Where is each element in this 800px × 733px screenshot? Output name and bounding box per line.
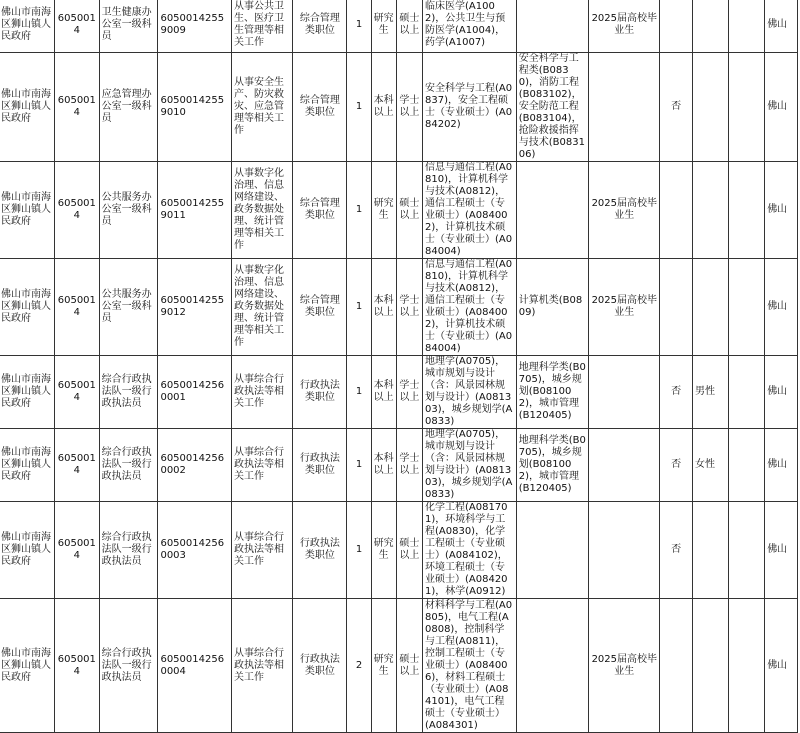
education-cell: 本科以上 — [371, 429, 396, 502]
restriction-cell: 否 — [660, 429, 693, 502]
graduate-2025-cell — [589, 356, 660, 429]
headcount-cell: 1 — [347, 53, 371, 162]
unit-cell: 佛山市南海区狮山镇人民政府 — [0, 259, 55, 356]
position-code-cell: 60500142560003 — [158, 502, 232, 599]
category-cell: 综合管理类职位 — [293, 259, 347, 356]
unit-code-cell: 6050014 — [55, 429, 100, 502]
category-cell: 综合管理类职位 — [293, 53, 347, 162]
undergrad-major-cell: 地理科学类(B0705)，城乡规划(B081002)，城市管理(B120405) — [516, 429, 589, 502]
restriction-cell — [660, 599, 693, 733]
duty-cell: 从事安全生产、防灾救灾、应急管理等相关工作 — [231, 53, 292, 162]
table-row — [0, 356, 798, 429]
graduate-major-cell: 地理学(A0705)，城市规划与设计（含：风景园林规划与设计）(A081303)，城乡规划学(A0833) — [422, 429, 516, 502]
dept-cell: 综合行政执法队一级行政执法员 — [99, 356, 158, 429]
unit-cell: 佛山市南海区狮山镇人民政府 — [0, 162, 55, 259]
gender-cell — [692, 599, 728, 733]
unit-cell: 佛山市南海区狮山镇人民政府 — [0, 502, 55, 599]
table-row — [0, 259, 798, 356]
graduate-2025-cell: 2025届高校毕业生 — [589, 599, 660, 733]
restriction-cell: 否 — [660, 356, 693, 429]
graduate-2025-cell — [589, 429, 660, 502]
city-cell: 佛山 — [765, 502, 798, 599]
education-cell: 研究生 — [371, 599, 396, 733]
graduate-2025-cell: 2025届高校毕业生 — [589, 0, 660, 53]
undergrad-major-cell — [516, 162, 589, 259]
degree-cell: 学士以上 — [396, 429, 422, 502]
dept-cell: 综合行政执法队一级行政执法员 — [99, 429, 158, 502]
education-cell: 本科以上 — [371, 53, 396, 162]
city-cell: 佛山 — [765, 356, 798, 429]
duty-cell: 从事综合行政执法等相关工作 — [231, 356, 292, 429]
undergrad-major-cell — [516, 599, 589, 733]
undergrad-major-cell: 安全科学与工程类(B0830)，消防工程(B083102)，安全防范工程(B083104)，抢险救援指挥与技术(B083106) — [516, 53, 589, 162]
unit-cell: 佛山市南海区狮山镇人民政府 — [0, 429, 55, 502]
other-cell — [729, 502, 765, 599]
headcount-cell: 1 — [347, 0, 371, 53]
restriction-cell — [660, 259, 693, 356]
gender-cell — [692, 259, 728, 356]
dept-cell: 公共服务办公室一级科员 — [99, 259, 158, 356]
unit-code-cell: 6050014 — [55, 0, 100, 53]
gender-cell — [692, 502, 728, 599]
other-cell — [729, 599, 765, 733]
table-row — [0, 162, 798, 259]
graduate-major-cell: 信息与通信工程(A0810)，计算机科学与技术(A0812)，通信工程硕士（专业硕士）(A084002)，计算机技术硕士（专业硕士）(A084004) — [422, 259, 516, 356]
dept-cell: 应急管理办公室一级科员 — [99, 53, 158, 162]
graduate-2025-cell: 2025届高校毕业生 — [589, 259, 660, 356]
dept-cell: 公共服务办公室一级科员 — [99, 162, 158, 259]
category-cell: 行政执法类职位 — [293, 599, 347, 733]
headcount-cell: 1 — [347, 502, 371, 599]
graduate-major-cell: 地理学(A0705)，城市规划与设计（含：风景园林规划与设计）(A081303)，城乡规划学(A0833) — [422, 356, 516, 429]
unit-cell: 佛山市南海区狮山镇人民政府 — [0, 53, 55, 162]
headcount-cell: 1 — [347, 429, 371, 502]
unit-cell: 佛山市南海区狮山镇人民政府 — [0, 0, 55, 53]
duty-cell: 从事数字化治理、信息网络建设、政务数据处理、统计管理等相关工作 — [231, 162, 292, 259]
unit-code-cell: 6050014 — [55, 502, 100, 599]
table-row — [0, 0, 798, 53]
duty-cell: 从事公共卫生、医疗卫生管理等相关工作 — [231, 0, 292, 53]
graduate-2025-cell: 2025届高校毕业生 — [589, 162, 660, 259]
headcount-cell: 1 — [347, 162, 371, 259]
undergrad-major-cell — [516, 502, 589, 599]
degree-cell: 学士以上 — [396, 356, 422, 429]
other-cell — [729, 53, 765, 162]
graduate-2025-cell — [589, 53, 660, 162]
unit-code-cell: 6050014 — [55, 356, 100, 429]
other-cell — [729, 356, 765, 429]
table-row — [0, 53, 798, 162]
gender-cell — [692, 162, 728, 259]
unit-cell: 佛山市南海区狮山镇人民政府 — [0, 356, 55, 429]
position-code-cell: 60500142559012 — [158, 259, 232, 356]
education-cell: 本科以上 — [371, 356, 396, 429]
position-code-cell: 60500142559010 — [158, 53, 232, 162]
other-cell — [729, 162, 765, 259]
graduate-major-cell: 化学工程(A081701)，环境科学与工程(A0830)，化学工程硕士（专业硕士）(A084102)，环境工程硕士（专业硕士）(A084201)，林学(A0912) — [422, 502, 516, 599]
other-cell — [729, 429, 765, 502]
duty-cell: 从事综合行政执法等相关工作 — [231, 502, 292, 599]
unit-code-cell: 6050014 — [55, 599, 100, 733]
duty-cell: 从事综合行政执法等相关工作 — [231, 599, 292, 733]
degree-cell: 硕士以上 — [396, 502, 422, 599]
restriction-cell: 否 — [660, 53, 693, 162]
dept-cell: 卫生健康办公室一级科员 — [99, 0, 158, 53]
graduate-major-cell: 临床医学(A1002)，公共卫生与预防医学(A1004)，药学(A1007) — [422, 0, 516, 53]
undergrad-major-cell: 地理科学类(B0705)，城乡规划(B081002)，城市管理(B120405) — [516, 356, 589, 429]
unit-code-cell: 6050014 — [55, 53, 100, 162]
gender-cell — [692, 0, 728, 53]
restriction-cell — [660, 162, 693, 259]
table-row — [0, 599, 798, 733]
category-cell: 行政执法类职位 — [293, 356, 347, 429]
duty-cell: 从事数字化治理、信息网络建设、政务数据处理、统计管理等相关工作 — [231, 259, 292, 356]
duty-cell: 从事综合行政执法等相关工作 — [231, 429, 292, 502]
unit-cell: 佛山市南海区狮山镇人民政府 — [0, 599, 55, 733]
degree-cell: 学士以上 — [396, 259, 422, 356]
dept-cell: 综合行政执法队一级行政执法员 — [99, 599, 158, 733]
category-cell: 综合管理类职位 — [293, 0, 347, 53]
table-row — [0, 429, 798, 502]
undergrad-major-cell — [516, 0, 589, 53]
table-row — [0, 502, 798, 599]
education-cell: 研究生 — [371, 0, 396, 53]
headcount-cell: 1 — [347, 259, 371, 356]
degree-cell: 学士以上 — [396, 53, 422, 162]
restriction-cell: 否 — [660, 502, 693, 599]
graduate-2025-cell — [589, 502, 660, 599]
degree-cell: 硕士以上 — [396, 599, 422, 733]
headcount-cell: 1 — [347, 356, 371, 429]
unit-code-cell: 6050014 — [55, 162, 100, 259]
category-cell: 行政执法类职位 — [293, 502, 347, 599]
city-cell: 佛山 — [765, 259, 798, 356]
city-cell: 佛山 — [765, 599, 798, 733]
other-cell — [729, 259, 765, 356]
category-cell: 综合管理类职位 — [293, 162, 347, 259]
degree-cell: 硕士以上 — [396, 162, 422, 259]
headcount-cell: 2 — [347, 599, 371, 733]
gender-cell: 男性 — [692, 356, 728, 429]
position-code-cell: 60500142560004 — [158, 599, 232, 733]
education-cell: 本科以上 — [371, 259, 396, 356]
category-cell: 行政执法类职位 — [293, 429, 347, 502]
city-cell: 佛山 — [765, 162, 798, 259]
gender-cell — [692, 53, 728, 162]
graduate-major-cell: 安全科学与工程(A0837)，安全工程硕士（专业硕士）(A084202) — [422, 53, 516, 162]
city-cell: 佛山 — [765, 53, 798, 162]
graduate-major-cell: 信息与通信工程(A0810)，计算机科学与技术(A0812)，通信工程硕士（专业硕士）(A084002)，计算机技术硕士（专业硕士）(A084004) — [422, 162, 516, 259]
city-cell: 佛山 — [765, 429, 798, 502]
education-cell: 研究生 — [371, 502, 396, 599]
degree-cell: 硕士以上 — [396, 0, 422, 53]
graduate-major-cell: 材料科学与工程(A0805)，电气工程(A0808)，控制科学与工程(A0811)，控制工程硕士（专业硕士）(A084006)，材料工程硕士（专业硕士）(A084101)，电气工程硕士（专业硕士）(A084301) — [422, 599, 516, 733]
education-cell: 研究生 — [371, 162, 396, 259]
position-code-cell: 60500142560002 — [158, 429, 232, 502]
dept-cell: 综合行政执法队一级行政执法员 — [99, 502, 158, 599]
undergrad-major-cell: 计算机类(B0809) — [516, 259, 589, 356]
other-cell — [729, 0, 765, 53]
restriction-cell — [660, 0, 693, 53]
unit-code-cell: 6050014 — [55, 259, 100, 356]
position-code-cell: 60500142559009 — [158, 0, 232, 53]
position-code-cell: 60500142560001 — [158, 356, 232, 429]
position-code-cell: 60500142559011 — [158, 162, 232, 259]
gender-cell: 女性 — [692, 429, 728, 502]
city-cell: 佛山 — [765, 0, 798, 53]
